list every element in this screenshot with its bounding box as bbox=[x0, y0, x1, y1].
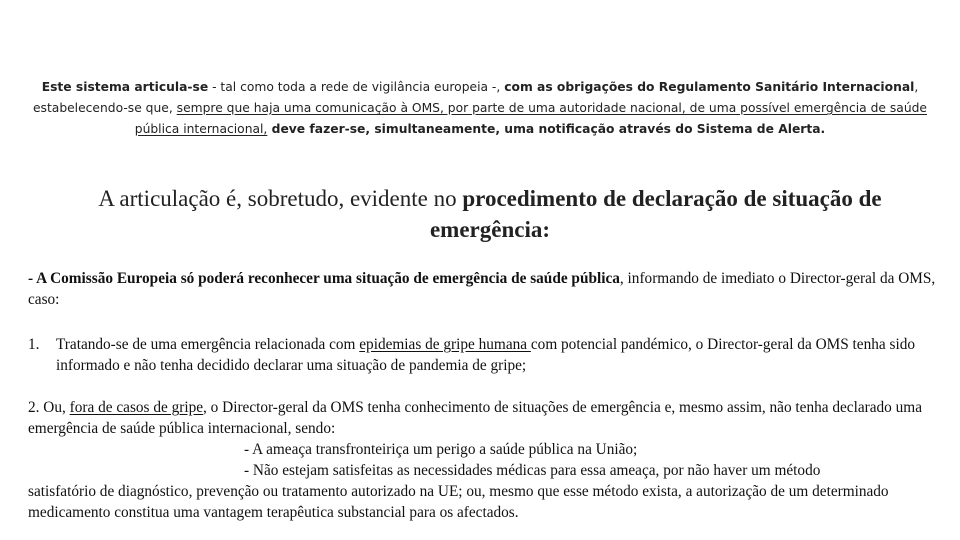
condition-two-sub-one: - A ameaça transfronteiriça um perigo a saúde pública na União; bbox=[244, 441, 638, 458]
condition-two-underlined: fora de casos de gripe bbox=[69, 399, 204, 416]
section-heading bbox=[40, 183, 940, 245]
intro-regulation: com as obrigações do Regulamento Sanitário Internacional bbox=[504, 80, 915, 94]
condition-one-b: com potencial pandémico, o Director-geral da OMS tenha sido informado e não tenha decidido declarar uma situação de pandemia de gripe; bbox=[56, 336, 915, 374]
heading-normal: A articulação é, sobretudo, evidente no bbox=[98, 186, 463, 211]
condition-two-sub-two: - Não estejam satisfeitas as necessidades médicas para essa ameaça, por não haver um método bbox=[244, 462, 821, 479]
commission-rest: , informando de imediato o Director-geral da OMS, caso: bbox=[28, 270, 936, 308]
condition-two-b: , o Director-geral da OMS tenha conhecimento de situações de emergência e, mesmo assim, não tenha declarado uma emergência de saúde pública internacional, sendo: bbox=[28, 399, 922, 437]
condition-one-a: Tratando-se de uma emergência relacionada com bbox=[56, 336, 360, 353]
condition-two-sub-two-cont: satisfatório de diagnóstico, prevenção ou tratamento autorizado na UE; ou, mesmo que esse método exista, a autorização de um determinado medicamento constitua uma vantagem terapêutica substancial para os afectados. bbox=[28, 483, 889, 521]
intro-lead: Este sistema articula-se bbox=[41, 80, 209, 94]
heading-bold: procedimento de declaração de situação de emergência: bbox=[429, 186, 882, 242]
intro-connector: , estabelecendo-se que, bbox=[32, 80, 919, 115]
intro-underlined-condition: sempre que haja uma comunicação à OMS, por parte de uma autoridade nacional, de uma possível emergência de saúde pública internacional, bbox=[134, 101, 927, 136]
intro-conclusion: deve fazer-se, simultaneamente, uma notificação através do Sistema de Alerta. bbox=[267, 122, 826, 136]
intro-aside: - tal como toda a rede de vigilância europeia -, bbox=[208, 80, 505, 94]
condition-two bbox=[28, 397, 940, 523]
condition-one-underlined: epidemias de gripe humana bbox=[359, 336, 531, 353]
intro-paragraph bbox=[24, 77, 936, 140]
condition-one-number: 1. bbox=[28, 336, 40, 353]
commission-bold: - A Comissão Europeia só poderá reconhecer uma situação de emergência de saúde pública bbox=[28, 270, 620, 287]
condition-one bbox=[28, 334, 948, 376]
commission-paragraph bbox=[28, 268, 940, 310]
condition-one-text bbox=[56, 334, 948, 376]
condition-two-main bbox=[28, 397, 940, 439]
condition-two-a: 2. Ou, bbox=[28, 399, 70, 416]
